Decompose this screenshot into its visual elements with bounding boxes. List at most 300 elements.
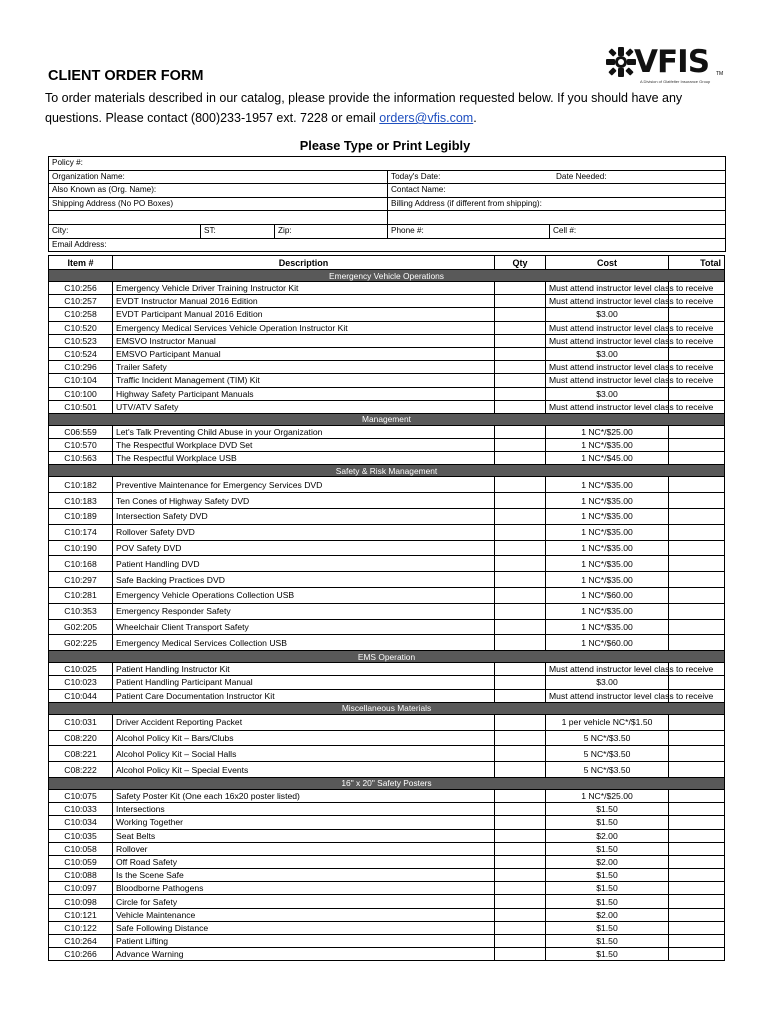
form-subtitle: Please Type or Print Legibly: [299, 138, 471, 153]
total-input[interactable]: [669, 829, 725, 842]
date-needed-field[interactable]: Date Needed:: [556, 171, 607, 181]
qty-input[interactable]: [495, 816, 546, 829]
qty-input[interactable]: [495, 829, 546, 842]
table-row: [49, 689, 725, 702]
section-header-row: [49, 413, 725, 425]
item-number: C10:281: [49, 588, 113, 604]
qty-input[interactable]: [495, 921, 546, 934]
email-link[interactable]: orders@vfis.com: [379, 111, 474, 125]
item-cost: $2.00: [546, 908, 669, 921]
total-input[interactable]: [669, 921, 725, 934]
total-input[interactable]: [669, 493, 725, 509]
item-cost: 1 NC*/$35.00: [546, 439, 669, 452]
total-input[interactable]: [669, 948, 725, 961]
item-cost: 1 NC*/$35.00: [546, 477, 669, 493]
qty-input[interactable]: [495, 635, 546, 651]
qty-input[interactable]: [495, 374, 546, 387]
total-input[interactable]: [669, 714, 725, 730]
item-number: C10:058: [49, 842, 113, 855]
item-description: Patient Handling DVD: [113, 556, 495, 572]
item-number: C10:189: [49, 509, 113, 525]
item-cost: 1 NC*/$35.00: [546, 524, 669, 540]
qty-input[interactable]: [495, 676, 546, 689]
table-row: [49, 295, 725, 308]
total-input[interactable]: [669, 908, 725, 921]
table-row: [49, 746, 725, 762]
logo-tagline: A Division of Glatfelter Insurance Group: [640, 79, 711, 84]
table-row: [49, 540, 725, 556]
total-input[interactable]: [669, 789, 725, 802]
item-cost: $1.50: [546, 895, 669, 908]
item-description: Trailer Safety: [113, 361, 495, 374]
item-number: C10:025: [49, 663, 113, 676]
total-input[interactable]: [669, 676, 725, 689]
section-header-row: [49, 651, 725, 663]
item-description: Patient Handling Participant Manual: [113, 676, 495, 689]
qty-input[interactable]: [495, 603, 546, 619]
item-cost: Must attend instructor level class to receive: [546, 321, 669, 334]
todays-date-field[interactable]: Today's Date:: [387, 171, 553, 184]
section-header-row: [49, 777, 725, 789]
qty-input[interactable]: [495, 572, 546, 588]
item-number: C10:088: [49, 869, 113, 882]
table-row: [49, 789, 725, 802]
city-field[interactable]: City:: [52, 225, 69, 235]
item-number: C10:104: [49, 374, 113, 387]
total-input[interactable]: [669, 603, 725, 619]
item-description: Emergency Vehicle Operations Collection USB: [113, 588, 495, 604]
qty-input[interactable]: [495, 282, 546, 295]
item-cost: $1.50: [546, 869, 669, 882]
item-description: Vehicle Maintenance: [113, 908, 495, 921]
total-input[interactable]: [669, 572, 725, 588]
item-cost: Must attend instructor level class to receive: [546, 282, 669, 295]
section-title: Management: [49, 413, 725, 425]
item-description: Intersection Safety DVD: [113, 509, 495, 525]
item-cost: $1.50: [546, 842, 669, 855]
table-row: [49, 439, 725, 452]
logo-wordmark: VFIS: [634, 44, 710, 80]
policy-number-field[interactable]: Policy #:: [52, 158, 83, 167]
item-number: G02:205: [49, 619, 113, 635]
qty-input[interactable]: [495, 334, 546, 347]
item-number: C10:035: [49, 829, 113, 842]
item-number: C10:258: [49, 308, 113, 321]
item-description: Driver Accident Reporting Packet: [113, 714, 495, 730]
address-line-blank[interactable]: [49, 211, 386, 224]
qty-input[interactable]: [495, 477, 546, 493]
table-row: [49, 882, 725, 895]
item-number: C10:520: [49, 321, 113, 334]
item-cost: $3.00: [546, 676, 669, 689]
item-description: Highway Safety Participant Manuals: [113, 387, 495, 400]
item-number: C10:023: [49, 676, 113, 689]
table-row: [49, 374, 725, 387]
shipping-address-field[interactable]: Shipping Address (No PO Boxes): [52, 198, 174, 208]
item-description: Seat Belts: [113, 829, 495, 842]
item-description: Emergency Medical Services Collection USB: [113, 635, 495, 651]
qty-input[interactable]: [495, 619, 546, 635]
total-input[interactable]: [669, 816, 725, 829]
item-number: C10:266: [49, 948, 113, 961]
total-input[interactable]: [669, 869, 725, 882]
item-description: Advance Warning: [113, 948, 495, 961]
table-row: [49, 347, 725, 360]
qty-input[interactable]: [495, 540, 546, 556]
item-description: EVDT Instructor Manual 2016 Edition: [113, 295, 495, 308]
item-number: C10:563: [49, 452, 113, 465]
qty-input[interactable]: [495, 855, 546, 868]
section-title: 16" x 20" Safety Posters: [49, 777, 725, 789]
item-description: Traffic Incident Management (TIM) Kit: [113, 374, 495, 387]
total-input[interactable]: [669, 347, 725, 360]
item-cost: $1.50: [546, 803, 669, 816]
billing-address-field[interactable]: Billing Address (if different from shipping):: [387, 198, 542, 211]
qty-input[interactable]: [495, 803, 546, 816]
item-cost: 1 NC*/$60.00: [546, 588, 669, 604]
item-number: C10:059: [49, 855, 113, 868]
also-known-as-field[interactable]: Also Known as (Org. Name):: [52, 185, 157, 195]
logo-trademark: TM: [716, 71, 724, 77]
organization-name-field[interactable]: Organization Name:: [52, 171, 125, 181]
customer-info-box: [48, 156, 726, 252]
table-row: [49, 855, 725, 868]
table-row: [49, 524, 725, 540]
item-description: The Respectful Workplace DVD Set: [113, 439, 495, 452]
item-description: Safety Poster Kit (One each 16x20 poster listed): [113, 789, 495, 802]
table-row: [49, 619, 725, 635]
vfis-logo: [604, 44, 722, 86]
item-cost: 1 per vehicle NC*/$1.50: [546, 714, 669, 730]
item-number: C10:075: [49, 789, 113, 802]
state-field[interactable]: ST:: [200, 225, 216, 238]
item-cost: 1 NC*/$45.00: [546, 452, 669, 465]
qty-input[interactable]: [495, 400, 546, 413]
table-row: [49, 493, 725, 509]
section-header-row: [49, 270, 725, 282]
section-title: Miscellaneous Materials: [49, 702, 725, 714]
qty-input[interactable]: [495, 689, 546, 702]
item-number: C10:097: [49, 882, 113, 895]
item-cost: 1 NC*/$35.00: [546, 540, 669, 556]
section-header-row: [49, 465, 725, 477]
total-input[interactable]: [669, 935, 725, 948]
item-description: Preventive Maintenance for Emergency Services DVD: [113, 477, 495, 493]
table-row: [49, 921, 725, 934]
total-input[interactable]: [669, 439, 725, 452]
table-row: [49, 816, 725, 829]
table-row: [49, 509, 725, 525]
item-number: C10:044: [49, 689, 113, 702]
qty-input[interactable]: [495, 869, 546, 882]
table-row: [49, 948, 725, 961]
qty-input[interactable]: [495, 762, 546, 778]
qty-input[interactable]: [495, 746, 546, 762]
item-number: C06:559: [49, 425, 113, 438]
item-description: Bloodborne Pathogens: [113, 882, 495, 895]
table-row: [49, 803, 725, 816]
table-row: [49, 400, 725, 413]
item-description: Working Together: [113, 816, 495, 829]
total-input[interactable]: [669, 425, 725, 438]
total-input[interactable]: [669, 882, 725, 895]
item-cost: $2.00: [546, 855, 669, 868]
item-number: C08:221: [49, 746, 113, 762]
header-cost: Cost: [546, 256, 669, 270]
table-row: [49, 908, 725, 921]
intro-line-2: questions. Please contact (800)233-1957 ext. 7228 or email: [45, 111, 380, 125]
qty-input[interactable]: [495, 439, 546, 452]
item-description: EMSVO Participant Manual: [113, 347, 495, 360]
qty-input[interactable]: [495, 347, 546, 360]
item-description: Emergency Responder Safety: [113, 603, 495, 619]
item-cost: 1 NC*/$35.00: [546, 556, 669, 572]
table-row: [49, 282, 725, 295]
total-input[interactable]: [669, 746, 725, 762]
table-row: [49, 334, 725, 347]
vfis-emblem-icon: [606, 46, 636, 78]
item-number: C10:098: [49, 895, 113, 908]
qty-input[interactable]: [495, 714, 546, 730]
total-input[interactable]: [669, 762, 725, 778]
table-row: [49, 477, 725, 493]
qty-input[interactable]: [495, 425, 546, 438]
total-input[interactable]: [669, 509, 725, 525]
section-title: Safety & Risk Management: [49, 465, 725, 477]
item-cost: $1.50: [546, 882, 669, 895]
table-row: [49, 829, 725, 842]
phone-field[interactable]: Phone #:: [387, 225, 553, 238]
item-description: Let's Talk Preventing Child Abuse in your Organization: [113, 425, 495, 438]
table-row: [49, 572, 725, 588]
total-input[interactable]: [669, 895, 725, 908]
item-description: Rollover Safety DVD: [113, 524, 495, 540]
table-row: [49, 452, 725, 465]
qty-input[interactable]: [495, 948, 546, 961]
total-input[interactable]: [669, 730, 725, 746]
item-cost: Must attend instructor level class to receive: [546, 689, 669, 702]
qty-input[interactable]: [495, 556, 546, 572]
item-description: EVDT Participant Manual 2016 Edition: [113, 308, 495, 321]
total-input[interactable]: [669, 556, 725, 572]
item-description: Alcohol Policy Kit – Special Events: [113, 762, 495, 778]
item-cost: 1 NC*/$35.00: [546, 619, 669, 635]
item-cost: 5 NC*/$3.50: [546, 762, 669, 778]
table-row: [49, 308, 725, 321]
table-row: [49, 869, 725, 882]
item-cost: Must attend instructor level class to receive: [546, 400, 669, 413]
table-row: [49, 361, 725, 374]
item-cost: $3.00: [546, 308, 669, 321]
intro-paragraph: [45, 88, 735, 128]
table-row: [49, 762, 725, 778]
item-number: C10:033: [49, 803, 113, 816]
total-input[interactable]: [669, 308, 725, 321]
zip-field[interactable]: Zip:: [274, 225, 292, 238]
item-description: Emergency Vehicle Driver Training Instructor Kit: [113, 282, 495, 295]
item-cost: Must attend instructor level class to receive: [546, 295, 669, 308]
intro-line-1: To order materials described in our catalog, please provide the information requested below. If you should have any: [45, 91, 683, 105]
table-row: [49, 935, 725, 948]
email-address-field[interactable]: Email Address:: [52, 239, 107, 249]
item-description: UTV/ATV Safety: [113, 400, 495, 413]
qty-input[interactable]: [495, 935, 546, 948]
item-description: Emergency Medical Services Vehicle Operation Instructor Kit: [113, 321, 495, 334]
item-description: Patient Care Documentation Instructor Kit: [113, 689, 495, 702]
total-input[interactable]: [669, 540, 725, 556]
table-row: [49, 321, 725, 334]
qty-input[interactable]: [495, 789, 546, 802]
qty-input[interactable]: [495, 387, 546, 400]
item-number: C10:122: [49, 921, 113, 934]
item-description: POV Safety DVD: [113, 540, 495, 556]
item-cost: 1 NC*/$25.00: [546, 789, 669, 802]
item-number: C10:256: [49, 282, 113, 295]
item-number: C10:264: [49, 935, 113, 948]
table-row: [49, 425, 725, 438]
item-number: C10:183: [49, 493, 113, 509]
item-number: C10:353: [49, 603, 113, 619]
item-description: Wheelchair Client Transport Safety: [113, 619, 495, 635]
item-number: C10:034: [49, 816, 113, 829]
table-row: [49, 676, 725, 689]
item-number: C10:121: [49, 908, 113, 921]
item-cost: $3.00: [546, 387, 669, 400]
item-description: Patient Handling Instructor Kit: [113, 663, 495, 676]
qty-input[interactable]: [495, 295, 546, 308]
item-number: C10:257: [49, 295, 113, 308]
item-number: C10:570: [49, 439, 113, 452]
order-items-table: [48, 255, 725, 961]
total-input[interactable]: [669, 619, 725, 635]
qty-input[interactable]: [495, 361, 546, 374]
section-title: Emergency Vehicle Operations: [49, 270, 725, 282]
item-description: EMSVO Instructor Manual: [113, 334, 495, 347]
section-header-row: [49, 702, 725, 714]
qty-input[interactable]: [495, 895, 546, 908]
item-cost: $1.50: [546, 816, 669, 829]
qty-input[interactable]: [495, 663, 546, 676]
item-description: Rollover: [113, 842, 495, 855]
item-number: C10:523: [49, 334, 113, 347]
table-row: [49, 895, 725, 908]
table-row: [49, 588, 725, 604]
qty-input[interactable]: [495, 730, 546, 746]
total-input[interactable]: [669, 842, 725, 855]
total-input[interactable]: [669, 477, 725, 493]
header-description: Description: [113, 256, 495, 270]
total-input[interactable]: [669, 635, 725, 651]
item-number: C10:297: [49, 572, 113, 588]
item-cost: $1.50: [546, 948, 669, 961]
item-cost: 5 NC*/$3.50: [546, 730, 669, 746]
table-row: [49, 635, 725, 651]
header-total: Total: [669, 256, 725, 270]
item-description: Alcohol Policy Kit – Bars/Clubs: [113, 730, 495, 746]
item-cost: Must attend instructor level class to receive: [546, 374, 669, 387]
item-number: C10:100: [49, 387, 113, 400]
item-number: C10:031: [49, 714, 113, 730]
item-description: Ten Cones of Highway Safety DVD: [113, 493, 495, 509]
table-row: [49, 603, 725, 619]
item-cost: 1 NC*/$60.00: [546, 635, 669, 651]
qty-input[interactable]: [495, 452, 546, 465]
billing-line-blank[interactable]: [387, 211, 391, 224]
qty-input[interactable]: [495, 908, 546, 921]
item-description: Off Road Safety: [113, 855, 495, 868]
item-cost: $2.00: [546, 829, 669, 842]
item-cost: $1.50: [546, 921, 669, 934]
section-title: EMS Operation: [49, 651, 725, 663]
total-input[interactable]: [669, 855, 725, 868]
contact-name-field[interactable]: Contact Name:: [387, 184, 446, 197]
total-input[interactable]: [669, 588, 725, 604]
item-cost: 1 NC*/$35.00: [546, 493, 669, 509]
item-number: C10:296: [49, 361, 113, 374]
item-number: C10:190: [49, 540, 113, 556]
total-input[interactable]: [669, 387, 725, 400]
table-row: [49, 556, 725, 572]
item-cost: Must attend instructor level class to receive: [546, 361, 669, 374]
item-number: C08:222: [49, 762, 113, 778]
item-number: C10:501: [49, 400, 113, 413]
table-row: [49, 387, 725, 400]
header-qty: Qty: [495, 256, 546, 270]
qty-input[interactable]: [495, 308, 546, 321]
total-input[interactable]: [669, 452, 725, 465]
item-cost: $3.00: [546, 347, 669, 360]
item-number: C10:174: [49, 524, 113, 540]
table-row: [49, 730, 725, 746]
cell-field[interactable]: Cell #:: [549, 225, 576, 238]
item-description: Alcohol Policy Kit – Social Halls: [113, 746, 495, 762]
item-description: Safe Backing Practices DVD: [113, 572, 495, 588]
qty-input[interactable]: [495, 493, 546, 509]
item-description: Safe Following Distance: [113, 921, 495, 934]
item-description: Patient Lifting: [113, 935, 495, 948]
total-input[interactable]: [669, 803, 725, 816]
item-description: Is the Scene Safe: [113, 869, 495, 882]
qty-input[interactable]: [495, 842, 546, 855]
table-row: [49, 842, 725, 855]
qty-input[interactable]: [495, 882, 546, 895]
item-number: C10:182: [49, 477, 113, 493]
table-row: [49, 663, 725, 676]
item-description: Intersections: [113, 803, 495, 816]
form-title: CLIENT ORDER FORM: [48, 68, 204, 84]
item-number: C08:220: [49, 730, 113, 746]
item-number: C10:168: [49, 556, 113, 572]
qty-input[interactable]: [495, 509, 546, 525]
item-cost: 1 NC*/$35.00: [546, 509, 669, 525]
item-cost: 5 NC*/$3.50: [546, 746, 669, 762]
item-number: G02:225: [49, 635, 113, 651]
item-cost: 1 NC*/$35.00: [546, 572, 669, 588]
item-cost: 1 NC*/$25.00: [546, 425, 669, 438]
qty-input[interactable]: [495, 524, 546, 540]
table-row: [49, 714, 725, 730]
intro-line-2-end: .: [473, 111, 477, 125]
item-cost: 1 NC*/$35.00: [546, 603, 669, 619]
item-cost: $1.50: [546, 935, 669, 948]
item-description: The Respectful Workplace USB: [113, 452, 495, 465]
total-input[interactable]: [669, 524, 725, 540]
qty-input[interactable]: [495, 321, 546, 334]
item-cost: Must attend instructor level class to receive: [546, 663, 669, 676]
item-description: Circle for Safety: [113, 895, 495, 908]
qty-input[interactable]: [495, 588, 546, 604]
item-cost: Must attend instructor level class to receive: [546, 334, 669, 347]
